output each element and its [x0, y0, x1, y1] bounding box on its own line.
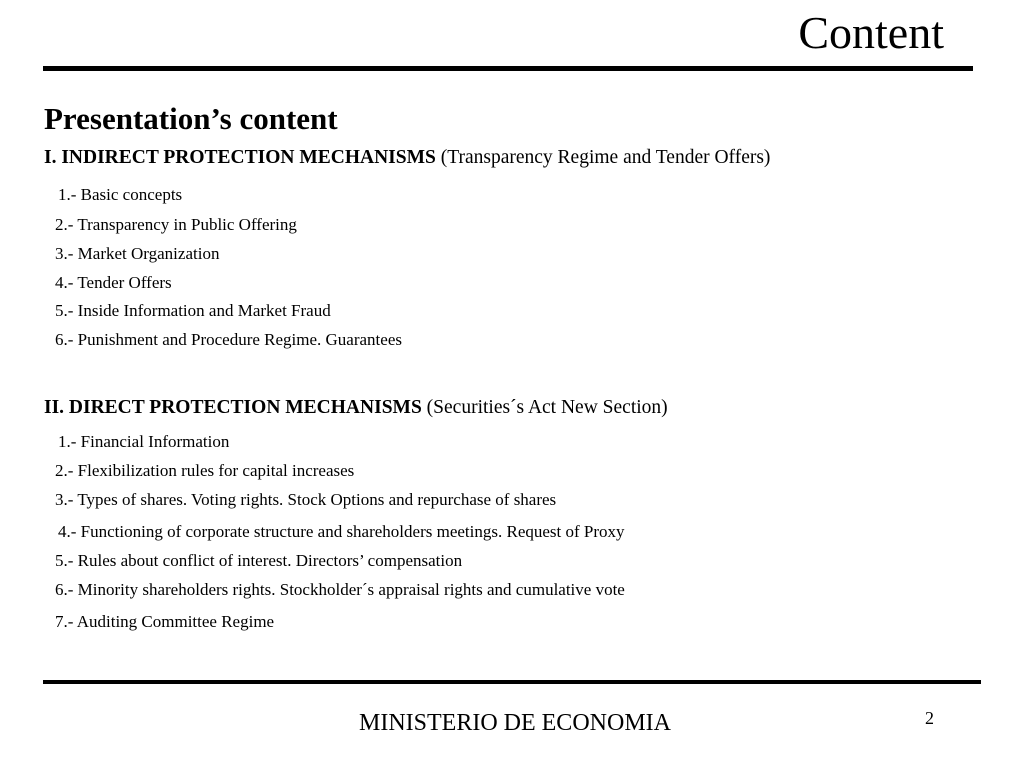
- section-2-item: 2.- Flexibilization rules for capital increases: [55, 461, 355, 480]
- section-1-item: 2.- Transparency in Public Offering: [55, 215, 297, 234]
- section-1-item: 4.- Tender Offers: [55, 273, 172, 292]
- bottom-divider: [43, 680, 981, 684]
- section-1-title: I. INDIRECT PROTECTION MECHANISMS: [44, 147, 436, 168]
- content-heading: Presentation’s content: [44, 101, 338, 136]
- section-2-title: II. DIRECT PROTECTION MECHANISMS: [44, 397, 422, 418]
- footer-text: MINISTERIO DE ECONOMIA: [359, 710, 671, 736]
- section-1-header: [44, 145, 770, 171]
- section-2-item: 4.- Functioning of corporate structure and shareholders meetings. Request of Proxy: [58, 522, 625, 541]
- section-1-subtitle: (Transparency Regime and Tender Offers): [440, 147, 771, 168]
- page-number: 2: [925, 708, 934, 728]
- section-1-item: 5.- Inside Information and Market Fraud: [55, 301, 331, 320]
- section-1-item: 6.- Punishment and Procedure Regime. Guarantees: [55, 330, 402, 349]
- section-2-header: [44, 395, 668, 421]
- section-2-item: 7.- Auditing Committee Regime: [55, 612, 275, 631]
- section-1-item: 3.- Market Organization: [55, 244, 220, 263]
- section-2-subtitle: (Securities´s Act New Section): [426, 397, 668, 418]
- top-divider: [43, 66, 973, 71]
- section-2-item: 6.- Minority shareholders rights. Stockholder´s appraisal rights and cumulative vote: [55, 580, 625, 599]
- section-2-item: 3.- Types of shares. Voting rights. Stock Options and repurchase of shares: [55, 490, 557, 509]
- section-1-item: 1.- Basic concepts: [58, 185, 183, 204]
- section-2-item: 5.- Rules about conflict of interest. Directors’ compensation: [55, 551, 463, 570]
- slide-title: Content: [798, 7, 944, 58]
- section-2-item: 1.- Financial Information: [58, 432, 230, 451]
